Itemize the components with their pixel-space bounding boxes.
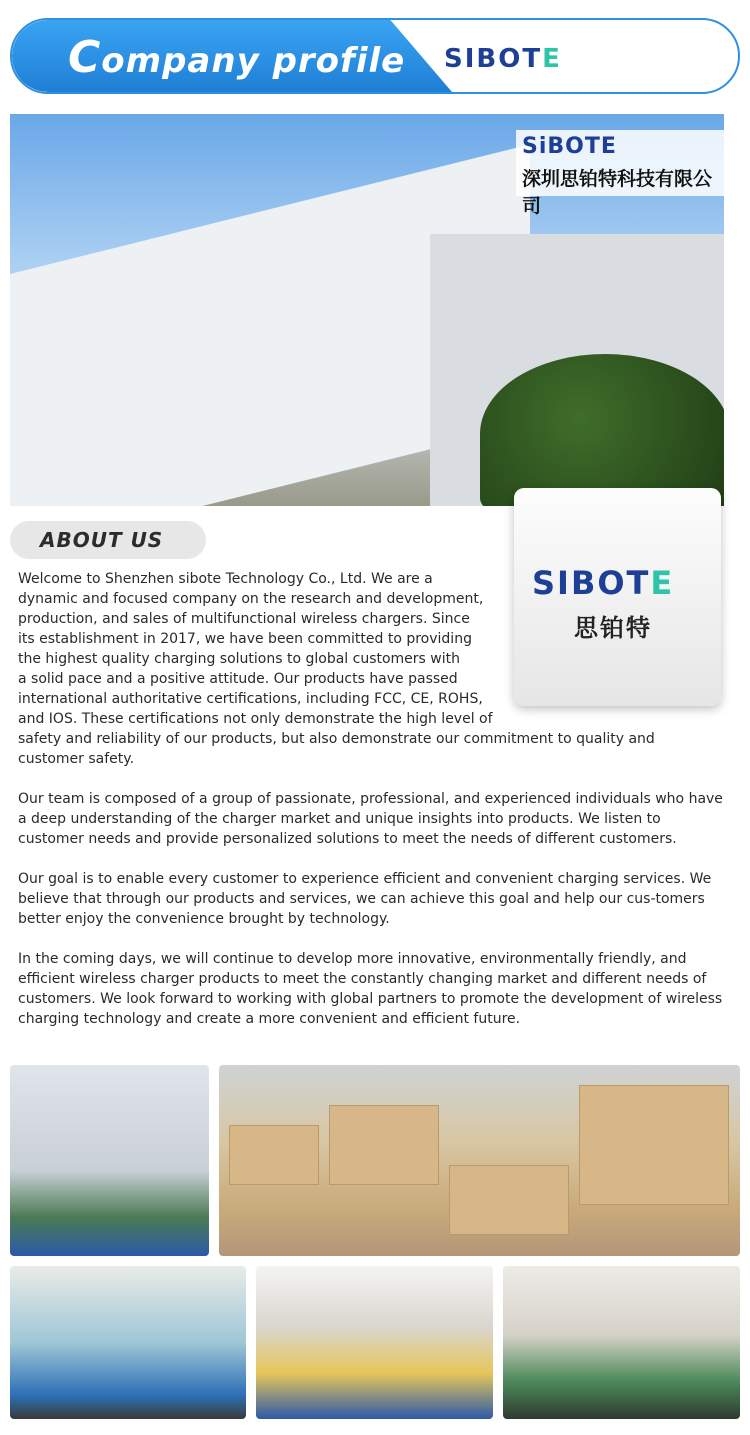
intro-line: the highest quality charging solutions to global customers with	[18, 651, 460, 667]
carton-box	[579, 1085, 729, 1205]
intro-line: Welcome to Shenzhen sibote Technology Co., Ltd. We are a	[18, 571, 433, 587]
about-paragraph-future: In the coming days, we will continue to develop more innovative, environmentally friendly, and efficient wireless charger products to meet the constantly changing market and different needs of customers. We look forward to working with global partners to promote the development of wireless charging technology and create a more convenient and efficient future.	[18, 951, 723, 1027]
brand-logo: SIBOTE	[444, 44, 562, 74]
factory-building-photo	[10, 114, 724, 506]
intro-line: customer safety.	[18, 751, 135, 767]
about-paragraph-intro	[18, 569, 730, 769]
page-title: Company profile	[68, 32, 406, 83]
about-paragraph-team: Our team is composed of a group of passionate, professional, and experienced individuals who have a deep understanding of the charger market and unique insights into products. We listen to customer needs and provide personalized solutions to meet the needs of different customers.	[18, 791, 723, 847]
building-sign-company-name: 深圳思铂特科技有限公司	[522, 168, 713, 217]
header-banner	[10, 18, 740, 94]
carton-box	[229, 1125, 319, 1185]
intro-line: international authoritative certifications, including FCC, CE, ROHS,	[18, 691, 483, 707]
intro-line: safety and reliability of our products, but also demonstrate our commitment to quality and	[18, 731, 655, 747]
trees	[480, 354, 724, 506]
intro-line: dynamic and focused company on the research and development,	[18, 591, 484, 607]
carton-box	[329, 1105, 439, 1185]
testing-lab-photo	[503, 1266, 740, 1419]
about-us-heading: ABOUT US	[10, 521, 206, 559]
logo-card-wordmark: SIBOTE	[532, 564, 675, 602]
intro-line: a solid pace and a positive attitude. Our products have passed	[18, 671, 458, 687]
workshop-photo	[256, 1266, 493, 1419]
about-us-body	[18, 569, 730, 1049]
intro-line: its establishment in 2017, we have been committed to providing	[18, 631, 472, 647]
about-paragraph-goal: Our goal is to enable every customer to experience efficient and convenient charging services. We believe that through our products and services, we can achieve this goal and help our cus-tomers better enjoy the convenience brought by technology.	[18, 871, 712, 927]
building-sign	[516, 130, 724, 217]
logo-card-chinese-name: 思铂特	[574, 614, 652, 642]
building-sign-logo: SiBOTE	[522, 134, 617, 159]
carton-box	[449, 1165, 569, 1235]
production-line-photo	[10, 1065, 209, 1256]
warehouse-photo	[219, 1065, 740, 1256]
intro-line: and IOS. These certifications not only demonstrate the high level of	[18, 711, 493, 727]
assembly-workers-photo	[10, 1266, 246, 1419]
intro-line: production, and sales of multifunctional wireless chargers. Since	[18, 611, 470, 627]
